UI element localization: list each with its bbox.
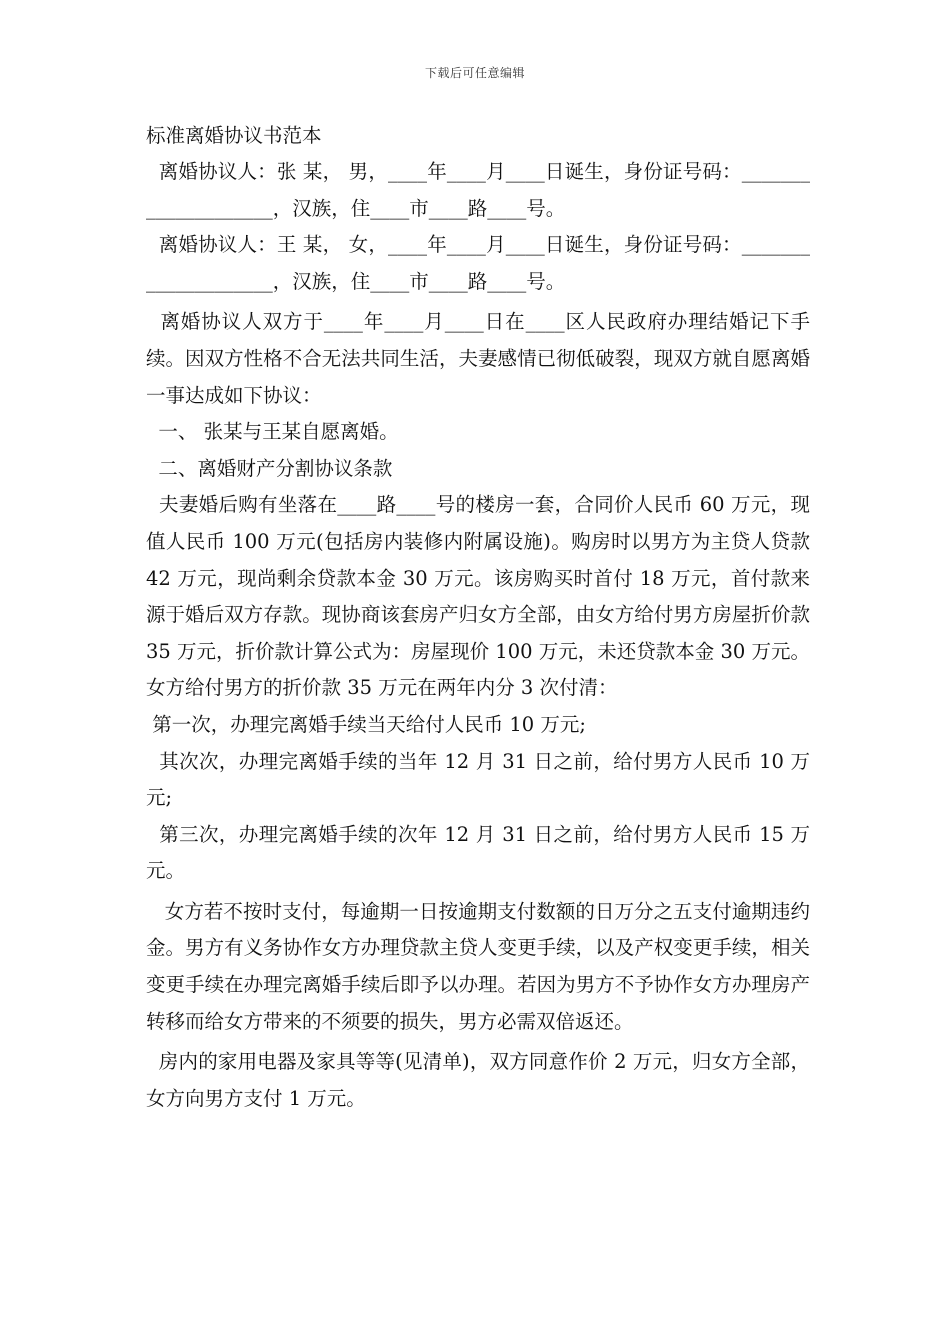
paragraph-party-1: 离婚协议人：张 某， 男，____年____月____日诞生，身份证号码：____________________，汉族，住____市____路____号。 xyxy=(146,160,810,220)
document-body xyxy=(146,118,817,1117)
page-header-note: 下载后可任意编辑 xyxy=(424,66,525,80)
paragraph-late-penalty: 女方若不按时支付，每逾期一日按逾期支付数额的日万分之五支付逾期违约金。男方有义务协作女方办理贷款主贷人变更手续，以及产权变更手续，相关变更手续在办理完离婚手续后即予以办理。若因为男方不予协作女方办理房产转移而给女方带来的不须要的损失，男方必需双倍返还。 xyxy=(146,899,810,1033)
paragraph-party-2: 离婚协议人：王 某， 女，____年____月____日诞生，身份证号码：____________________，汉族，住____市____路____号。 xyxy=(146,233,810,293)
paragraph-marriage-history: 离婚协议人双方于____年____月____日在____区人民政府办理结婚记下手续。因双方性格不合无法共同生活，夫妻感情已彻低破裂，现双方就自愿离婚一事达成如下协议： xyxy=(146,310,810,407)
paragraph-payment-2: 其次次，办理完离婚手续的当年 12 月 31 日之前，给付男方人民币 10 万元; xyxy=(146,749,810,810)
paragraph-payment-1: 第一次，办理完离婚手续当天给付人民币 10 万元; xyxy=(146,712,586,736)
paragraph-house-division: 夫妻婚后购有坐落在____路____号的楼房一套，合同价人民币 60 万元，现值人民币 100 万元(包括房内装修内附属设施)。购房时以男方为主贷人贷款 42 万元，现尚剩余贷款本金 30 万元。该房购买时首付 18 万元，首付款来源于婚后双方存款。现协商该套房产归女方全部，由女方给付男方房屋折价款 35 万元，折价款计算公式为：房屋现价 100 万元，未还贷款本金 30 万元。女方给付男方的折价款 35 万元在两年内分 3 次付清： xyxy=(146,493,817,700)
paragraph-payment-3: 第三次，办理完离婚手续的次年 12 月 31 日之前，给付男方人民币 15 万元。 xyxy=(146,822,810,883)
paragraph-clause-2-heading: 二、离婚财产分割协议条款 xyxy=(146,456,393,480)
document-title: 标准离婚协议书范本 xyxy=(146,124,322,147)
paragraph-appliances: 房内的家用电器及家具等等(见清单)，双方同意作价 2 万元，归女方全部，女方向男方支付 1 万元。 xyxy=(146,1050,810,1110)
paragraph-clause-1: 一、 张某与王某自愿离婚。 xyxy=(146,420,399,444)
